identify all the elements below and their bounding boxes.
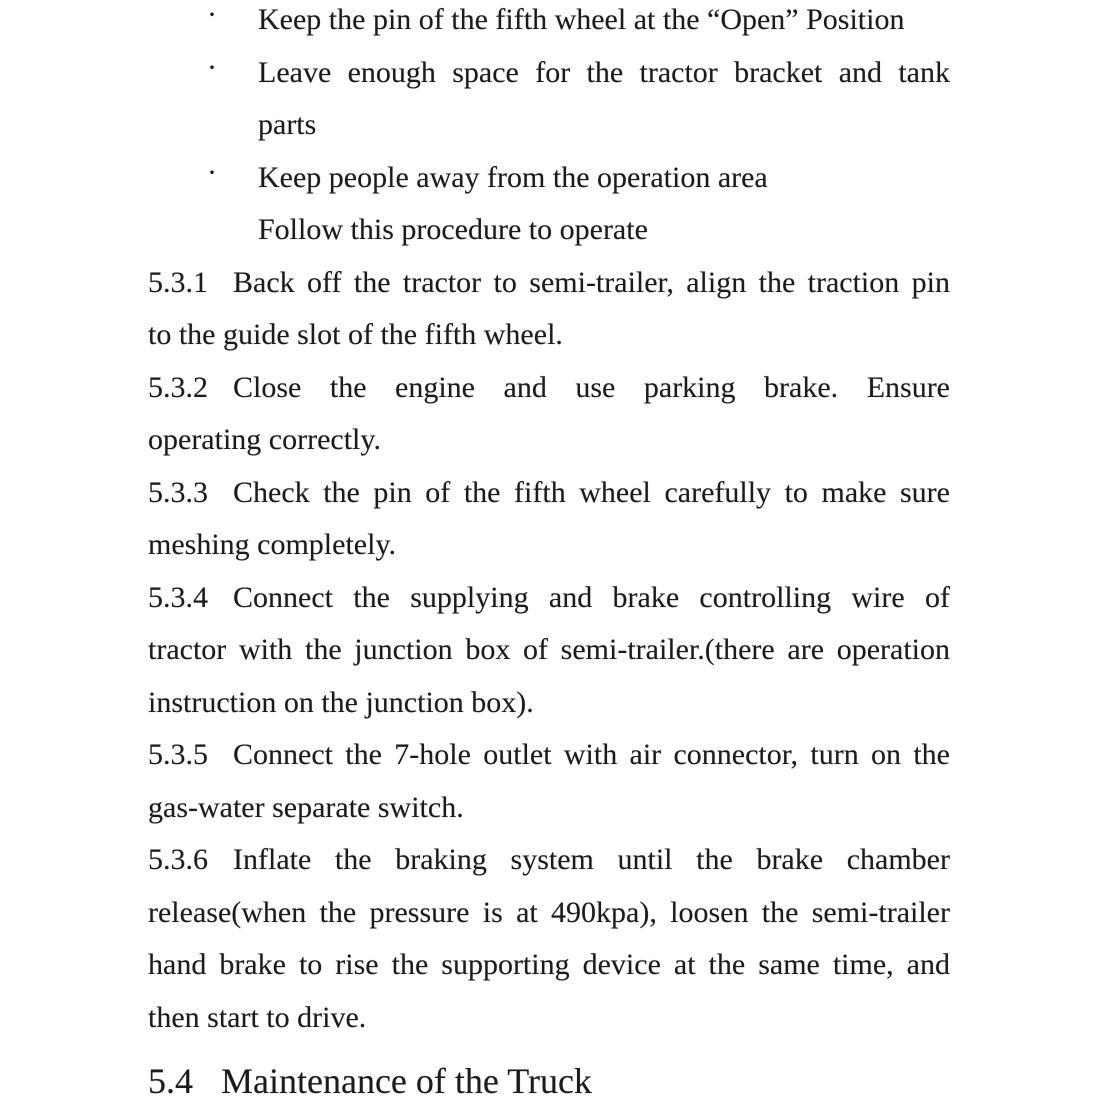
paragraph-text: release(when the pressure is at 490kpa), loosen the semi-trailer: [148, 895, 950, 929]
list-item-no-bullet: [258, 204, 950, 257]
paragraph-text: to the guide slot of the fifth wheel.: [148, 318, 563, 351]
paragraph-line: [148, 939, 950, 992]
paragraph-text: meshing completely.: [148, 528, 396, 561]
paragraph-line: [148, 414, 950, 467]
bullet-list-item: [207, 47, 950, 100]
heading-title: Maintenance of the Truck: [221, 1061, 592, 1101]
paragraph-text: Check the pin of the fifth wheel carefully to make sure: [233, 475, 950, 509]
paragraph-text: then start to drive.: [148, 1000, 367, 1034]
paragraph-text: Back off the tractor to semi-trailer, align the traction pin: [233, 265, 950, 299]
list-item-text: parts: [258, 108, 317, 141]
paragraph-line: [148, 257, 950, 310]
paragraph-text: hand brake to rise the supporting device at the same time, and: [148, 948, 950, 981]
paragraph-text: Connect the 7-hole outlet with air connector, turn on the: [233, 738, 950, 771]
paragraph-text: operating correctly.: [148, 423, 381, 456]
list-item-text: Keep people away from the operation area: [258, 160, 768, 194]
paragraph-line: [148, 467, 950, 520]
heading-number: 5.4: [148, 1061, 193, 1101]
bullet-icon: ·: [207, 50, 217, 84]
paragraph-text: gas-water separate switch.: [148, 790, 464, 824]
paragraph-text: Connect the supplying and brake controlling wire of: [233, 580, 950, 614]
section-number: 5.3.4: [148, 580, 208, 614]
list-item-continuation: [258, 99, 950, 152]
paragraph-line: [148, 309, 950, 362]
paragraph-text: instruction on the junction box).: [148, 685, 534, 719]
section-heading: [148, 1055, 950, 1101]
list-item-text: Leave enough space for the tractor bracket and tank: [258, 55, 950, 89]
paragraph-line: [148, 887, 950, 940]
bullet-icon: ·: [207, 155, 217, 189]
bullet-icon: ·: [207, 0, 217, 31]
list-item-text: Keep the pin of the fifth wheel at the “Open” Position: [258, 3, 905, 36]
section-number: 5.3.5: [148, 738, 208, 771]
paragraph-line: [148, 519, 950, 572]
paragraph-text: Inflate the braking system until the brake chamber: [233, 843, 950, 876]
list-item-text: Follow this procedure to operate: [258, 213, 648, 246]
paragraph-line: [148, 834, 950, 887]
section-number: 5.3.3: [148, 475, 208, 509]
paragraph-line: [148, 782, 950, 835]
paragraph-line: [148, 992, 950, 1045]
paragraph-line: [148, 729, 950, 782]
paragraph-line: [148, 677, 950, 730]
section-number: 5.3.2: [148, 370, 208, 404]
bullet-list-item: [207, 152, 950, 205]
paragraph-text: tractor with the junction box of semi-trailer.(there are operation: [148, 633, 950, 666]
paragraph-line: [148, 572, 950, 625]
section-number: 5.3.1: [148, 265, 208, 299]
paragraph-text: Close the engine and use parking brake. Ensure: [233, 370, 950, 404]
paragraph-line: [148, 362, 950, 415]
bullet-list-item: [207, 0, 950, 47]
section-number: 5.3.6: [148, 843, 208, 876]
paragraph-line: [148, 624, 950, 677]
